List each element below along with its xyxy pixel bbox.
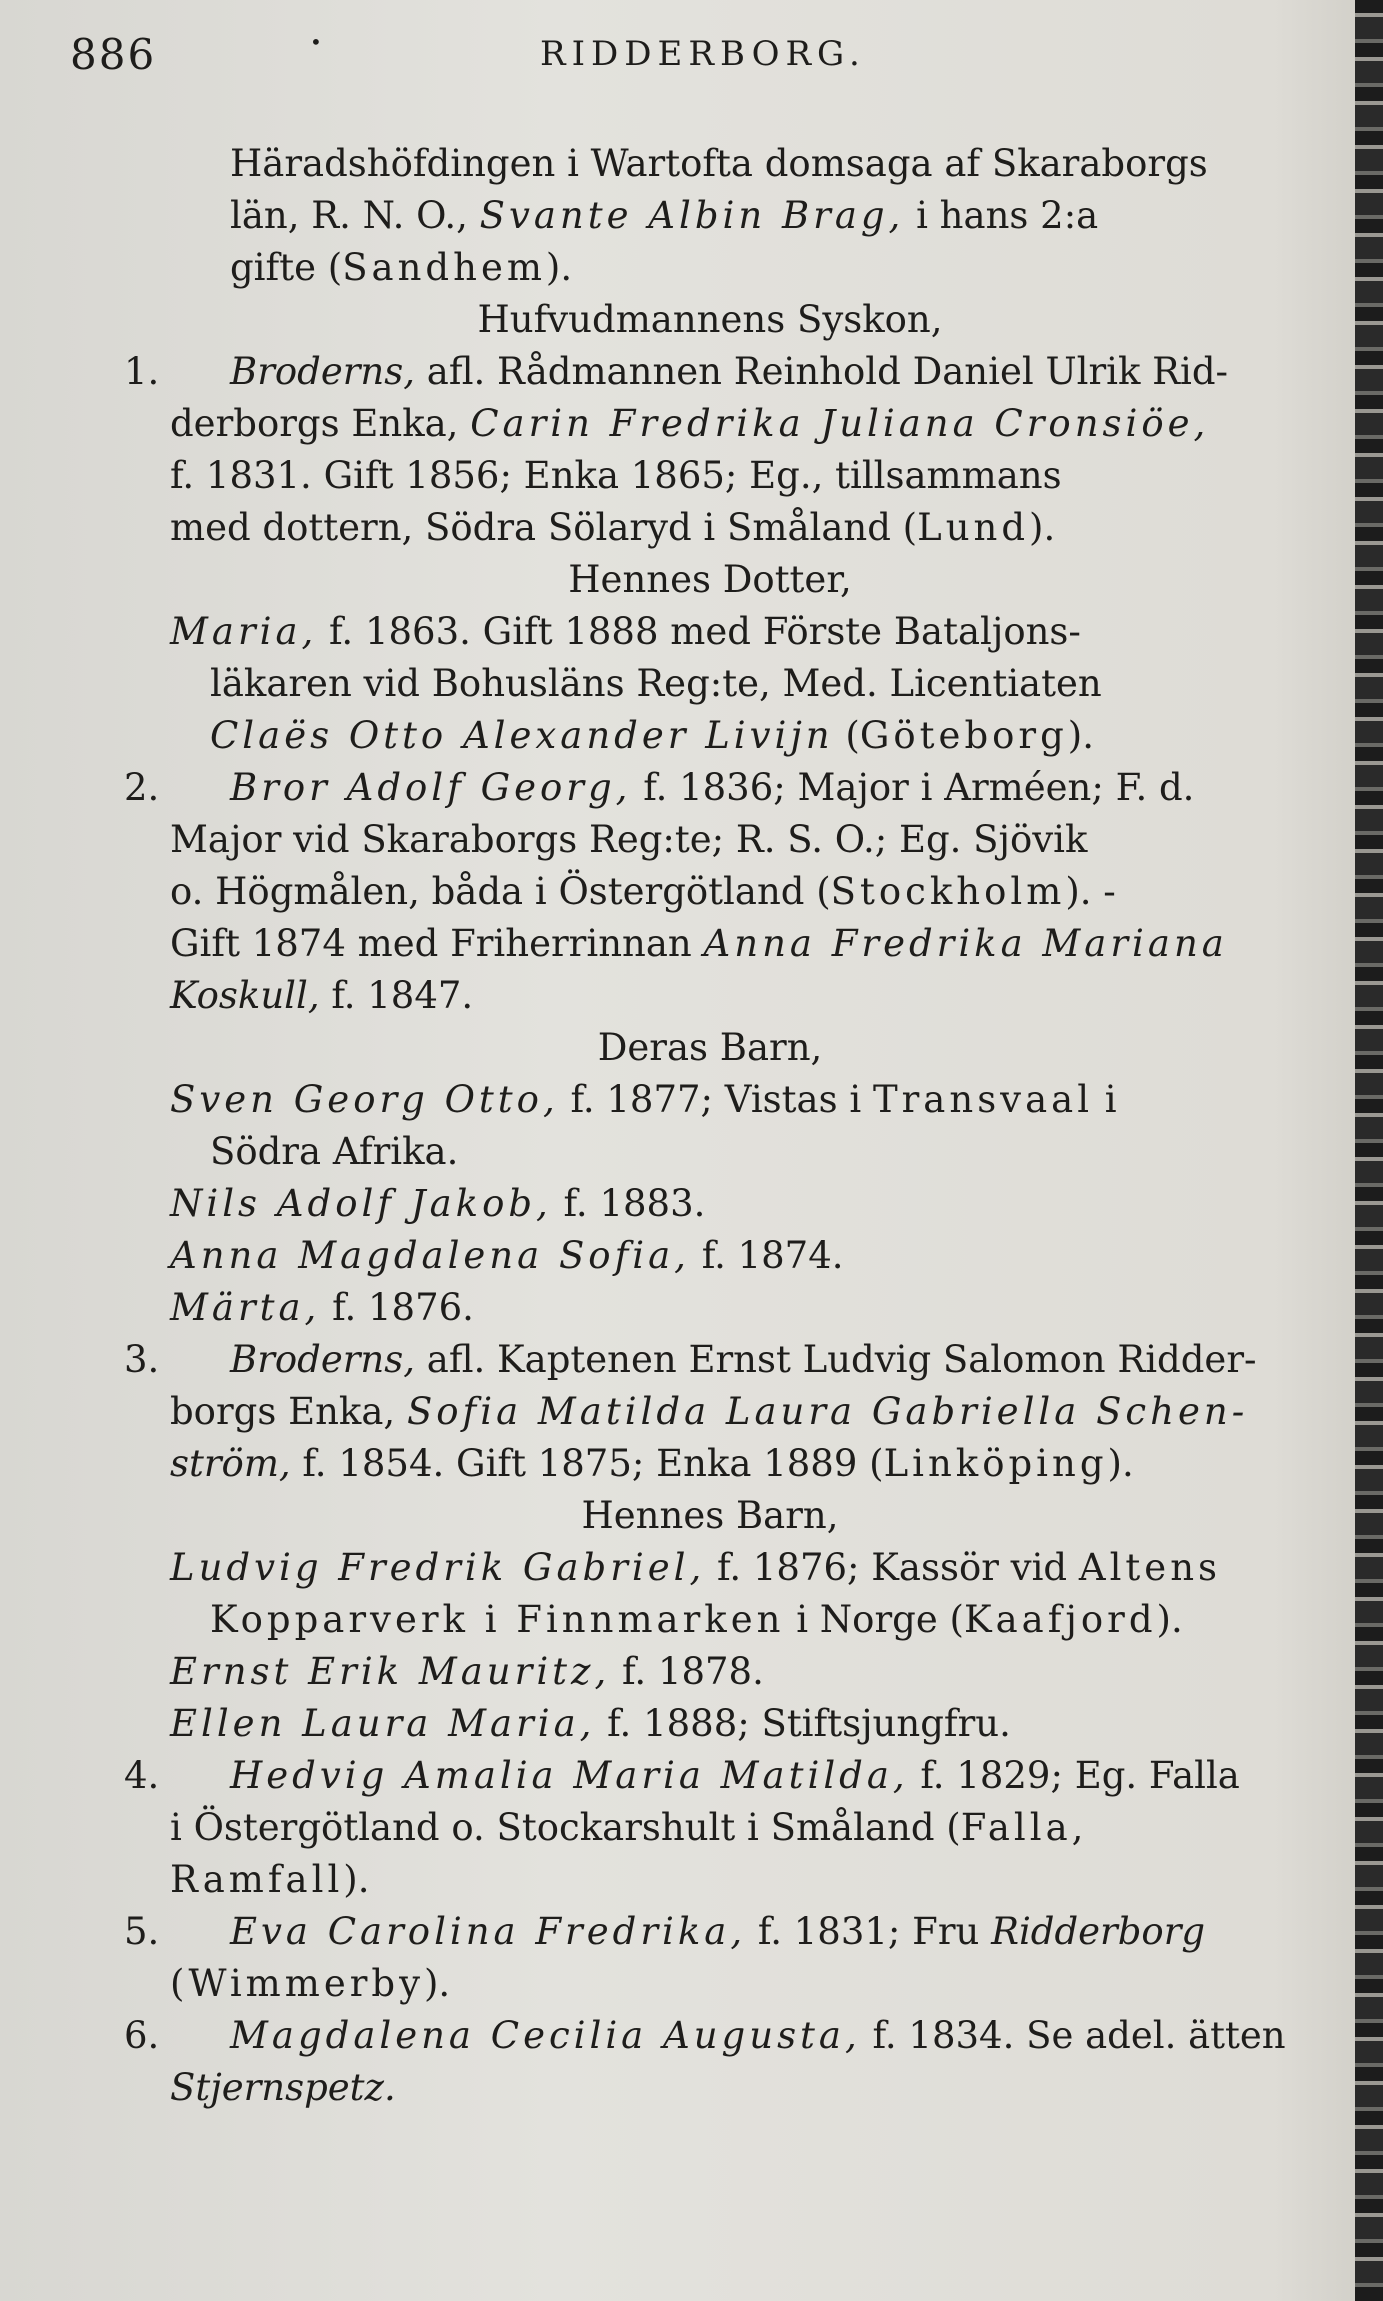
text-line bbox=[110, 502, 1310, 554]
text-segment: ( bbox=[170, 1962, 189, 2005]
text-line bbox=[110, 1646, 1310, 1698]
text-segment: Linköping bbox=[883, 1442, 1108, 1485]
text-segment: Magdalena Cecilia Augusta, bbox=[230, 2014, 861, 2057]
text-segment: Ludvig Fredrik Gabriel, bbox=[170, 1546, 706, 1589]
text-segment: med dottern, Södra Sölaryd i Småland ( bbox=[170, 506, 918, 549]
item-number: 4. bbox=[124, 1754, 160, 1797]
text-line bbox=[110, 970, 1310, 1022]
text-segment: ). bbox=[1029, 506, 1056, 549]
text-segment: Stockholm bbox=[830, 870, 1066, 913]
text-segment: Kaafjord bbox=[963, 1598, 1157, 1641]
text-line bbox=[110, 1594, 1310, 1646]
text-segment: ). bbox=[424, 1962, 451, 2005]
text-segment: Södra Afrika. bbox=[210, 1130, 459, 1173]
text-segment: f. 1847. bbox=[319, 974, 474, 1017]
text-line bbox=[110, 1906, 1310, 1958]
text-segment: i Norge ( bbox=[784, 1598, 964, 1641]
text-line bbox=[110, 918, 1310, 970]
page-header bbox=[70, 30, 1303, 90]
page-number: 886 bbox=[70, 30, 157, 79]
text-line bbox=[110, 1386, 1310, 1438]
text-line bbox=[110, 1438, 1310, 1490]
text-segment: ( bbox=[833, 714, 860, 757]
text-segment: Transvaal bbox=[872, 1078, 1094, 1121]
item-number: 2. bbox=[124, 766, 160, 809]
text-line bbox=[110, 294, 1310, 346]
text-segment: ). - bbox=[1065, 870, 1116, 913]
text-line bbox=[110, 1698, 1310, 1750]
item-number: 5. bbox=[124, 1910, 160, 1953]
text-segment: läkaren vid Bohusläns Reg:te, Med. Licentiaten bbox=[210, 662, 1102, 705]
text-segment: Ridderborg bbox=[991, 1910, 1206, 1953]
text-line bbox=[110, 1542, 1310, 1594]
text-segment: Göteborg bbox=[859, 714, 1068, 757]
text-line bbox=[110, 2062, 1310, 2114]
text-segment: f. 1836; Major i Arméen; F. d. bbox=[631, 766, 1195, 809]
text-segment: Bror Adolf Georg, bbox=[230, 766, 632, 809]
text-segment: Eva Carolina Fredrika, bbox=[230, 1910, 747, 1953]
text-segment: Major vid Skaraborgs Reg:te; R. S. O.; Eg. Sjövik bbox=[170, 818, 1088, 861]
text-segment: f. 1831. Gift 1856; Enka 1865; Eg., tillsammans bbox=[170, 454, 1062, 497]
text-segment: f. 1876; Kassör vid bbox=[705, 1546, 1079, 1589]
text-line bbox=[110, 398, 1310, 450]
text-segment: i Östergötland o. Stockarshult i Småland ( bbox=[170, 1806, 961, 1849]
text-segment: f. 1878. bbox=[610, 1650, 764, 1693]
text-segment: Sandhem bbox=[342, 246, 546, 289]
text-segment: f. 1877; Vistas i bbox=[558, 1078, 873, 1121]
text-segment: Ramfall bbox=[170, 1858, 344, 1901]
text-segment: län, R. N. O., bbox=[230, 194, 480, 237]
text-segment: Carin Fredrika Juliana Cronsiöe, bbox=[470, 402, 1210, 445]
text-segment: f. 1874. bbox=[689, 1234, 844, 1277]
text-segment: Hennes Dotter, bbox=[568, 558, 852, 601]
text-segment: o. Högmålen, båda i Östergötland ( bbox=[170, 870, 831, 913]
item-number: 3. bbox=[124, 1338, 160, 1381]
text-line bbox=[110, 1958, 1310, 2010]
book-spine-edge bbox=[1355, 0, 1383, 2301]
text-segment: Altens bbox=[1078, 1546, 1222, 1589]
text-segment: f. 1834. Se adel. ätten bbox=[860, 2014, 1286, 2057]
text-segment: ström, bbox=[170, 1442, 291, 1485]
text-segment: f. 1883. bbox=[551, 1182, 706, 1225]
text-segment: i bbox=[1093, 1078, 1117, 1121]
text-segment: Hedvig Amalia Maria Matilda, bbox=[230, 1754, 909, 1797]
text-segment: f. 1876. bbox=[320, 1286, 474, 1329]
item-number: 1. bbox=[124, 350, 160, 393]
running-head: RIDDERBORG. bbox=[540, 34, 866, 74]
text-segment: Märta, bbox=[170, 1286, 321, 1329]
text-segment: Claës Otto Alexander Livijn bbox=[210, 714, 834, 757]
text-line bbox=[110, 866, 1310, 918]
text-line bbox=[110, 242, 1310, 294]
item-number: 6. bbox=[124, 2014, 160, 2057]
text-segment: Nils Adolf Jakob, bbox=[170, 1182, 552, 1225]
text-segment: Broderns, bbox=[230, 350, 415, 393]
text-segment: Koskull, bbox=[170, 974, 320, 1017]
text-segment: ). bbox=[1156, 1598, 1183, 1641]
text-segment: Anna Fredrika Mariana bbox=[703, 922, 1228, 965]
text-segment: Broderns, bbox=[230, 1338, 415, 1381]
text-segment: ). bbox=[343, 1858, 370, 1901]
text-line bbox=[110, 1022, 1310, 1074]
text-line bbox=[110, 138, 1310, 190]
text-line bbox=[110, 1282, 1310, 1334]
text-line bbox=[110, 1854, 1310, 1906]
text-line bbox=[110, 1490, 1310, 1542]
text-segment: Falla, bbox=[960, 1806, 1088, 1849]
text-segment: Hennes Barn, bbox=[581, 1494, 839, 1537]
text-segment: Wimmerby bbox=[188, 1962, 424, 2005]
text-line bbox=[110, 1750, 1310, 1802]
text-line bbox=[110, 2010, 1310, 2062]
text-segment: Stjernspetz. bbox=[170, 2066, 396, 2109]
text-segment: f. 1863. Gift 1888 med Förste Bataljons- bbox=[317, 610, 1081, 653]
text-segment: borgs Enka, bbox=[170, 1390, 407, 1433]
text-segment: afl. Kaptenen Ernst Ludvig Salomon Ridder- bbox=[415, 1338, 1257, 1381]
text-segment: Ellen Laura Maria, bbox=[170, 1702, 596, 1745]
text-line bbox=[110, 606, 1310, 658]
text-segment: Ernst Erik Mauritz, bbox=[170, 1650, 611, 1693]
text-segment: Sofia Matilda Laura Gabriella Schen- bbox=[406, 1390, 1249, 1433]
text-line bbox=[110, 190, 1310, 242]
text-segment: i hans 2:a bbox=[904, 194, 1099, 237]
text-segment: f. 1888; Stiftsjungfru. bbox=[595, 1702, 1011, 1745]
text-segment: afl. Rådmannen Reinhold Daniel Ulrik Rid- bbox=[415, 350, 1229, 393]
text-line bbox=[110, 450, 1310, 502]
text-segment: derborgs Enka, bbox=[170, 402, 471, 445]
document-body bbox=[110, 138, 1310, 2114]
header-dot: • bbox=[310, 30, 322, 54]
text-line bbox=[110, 1074, 1310, 1126]
text-line bbox=[110, 658, 1310, 710]
text-segment: gifte ( bbox=[230, 246, 343, 289]
text-segment: f. 1854. Gift 1875; Enka 1889 ( bbox=[290, 1442, 884, 1485]
text-segment: ). bbox=[1067, 714, 1094, 757]
text-line bbox=[110, 814, 1310, 866]
text-segment: Sven Georg Otto, bbox=[170, 1078, 559, 1121]
text-line bbox=[110, 346, 1310, 398]
text-segment: Anna Magdalena Sofia, bbox=[170, 1234, 690, 1277]
text-line bbox=[110, 762, 1310, 814]
text-segment: Deras Barn, bbox=[597, 1026, 823, 1069]
text-segment: f. 1829; Eg. Falla bbox=[908, 1754, 1240, 1797]
text-segment: f. 1831; Fru bbox=[746, 1910, 992, 1953]
text-segment: Häradshöfdingen i Wartofta domsaga af Skaraborgs bbox=[230, 142, 1208, 185]
text-line bbox=[110, 1178, 1310, 1230]
text-line bbox=[110, 554, 1310, 606]
text-line bbox=[110, 710, 1310, 762]
text-line bbox=[110, 1230, 1310, 1282]
text-segment: ). bbox=[1107, 1442, 1134, 1485]
text-segment: Svante Albin Brag, bbox=[479, 194, 905, 237]
text-segment: Maria, bbox=[170, 610, 318, 653]
text-line bbox=[110, 1334, 1310, 1386]
text-segment: Gift 1874 med Friherrinnan bbox=[170, 922, 704, 965]
text-segment: Lund bbox=[917, 506, 1030, 549]
text-line bbox=[110, 1126, 1310, 1178]
text-segment: Hufvudmannens Syskon, bbox=[477, 298, 943, 341]
text-line bbox=[110, 1802, 1310, 1854]
text-segment: Kopparverk i Finnmarken bbox=[210, 1598, 785, 1641]
text-segment: ). bbox=[545, 246, 573, 289]
